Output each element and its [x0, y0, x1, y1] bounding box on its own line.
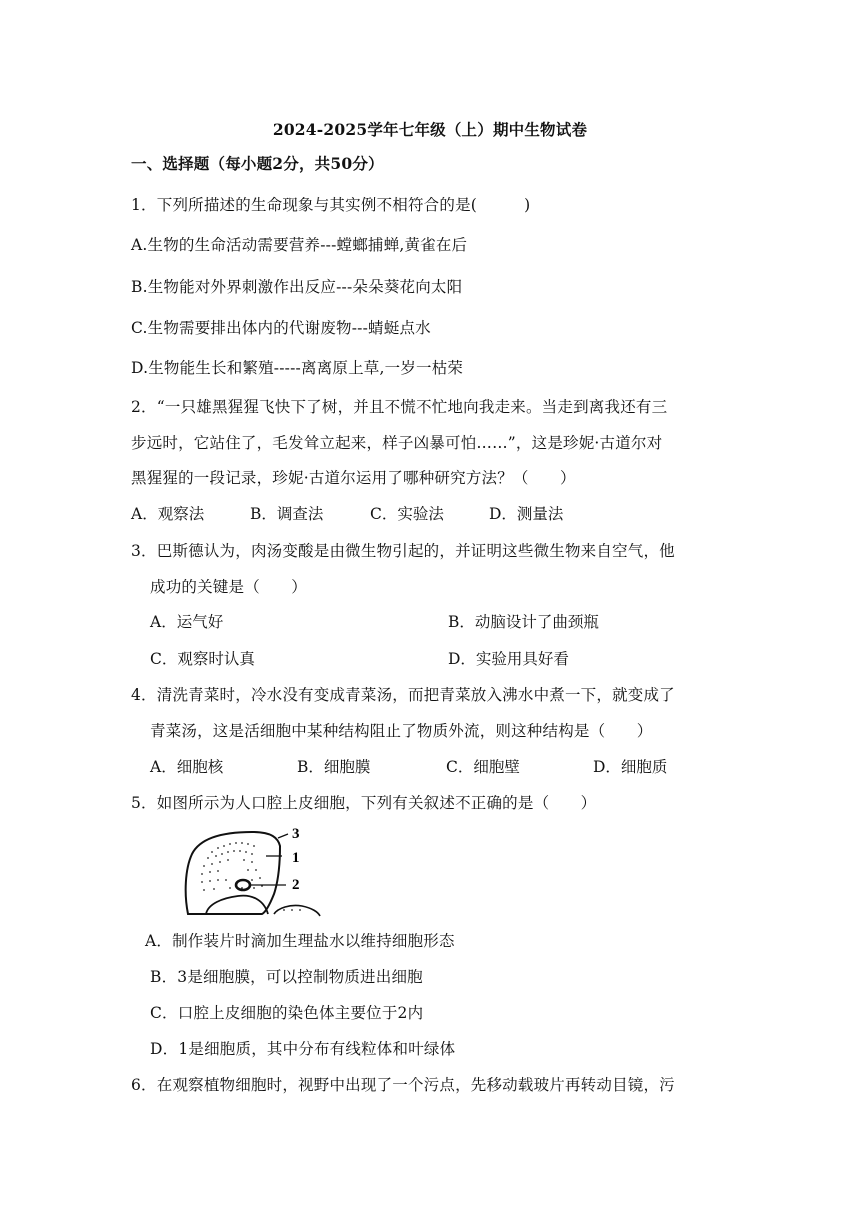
figure-label-3: 3: [292, 826, 300, 842]
question-2-option-d: D．测量法: [489, 505, 564, 523]
question-3-line-2: 成功的关键是（ ）: [150, 578, 308, 596]
section-heading: 一、选择题（每小题2分，共50分）: [131, 154, 384, 173]
nucleus: [236, 880, 250, 890]
question-2-option-a: A．观察法: [131, 505, 205, 523]
question-1-option-b: B.生物能对外界刺激作出反应---朵朵葵花向太阳: [131, 278, 463, 296]
question-2-option-b: B．调查法: [250, 505, 324, 523]
cytoplasm-dots: [201, 842, 301, 911]
cheek-cell-diagram: [182, 824, 322, 918]
question-1-option-d: D.生物能生长和繁殖-----离离原上草,一岁一枯荣: [131, 359, 464, 377]
question-5-stem: 5．如图所示为人口腔上皮细胞，下列有关叙述不正确的是（ ）: [131, 794, 597, 812]
overlapping-cell: [206, 896, 268, 914]
question-3-line-1: 3．巴斯德认为，肉汤变酸是由微生物引起的，并证明这些微生物来自空气，他: [131, 542, 675, 560]
question-2-option-c: C．实验法: [370, 505, 444, 523]
question-4-line-2: 青菜汤，这是活细胞中某种结构阻止了物质外流，则这种结构是（ ）: [150, 722, 653, 740]
figure-label-1: 1: [292, 850, 300, 866]
question-1-option-c: C.生物需要排出体内的代谢废物---蜻蜓点水: [131, 319, 431, 337]
question-2-line-1: 2．“一只雄黑猩猩飞快下了树，并且不慌不忙地向我走来。当走到离我还有三: [131, 398, 668, 416]
question-1-stem: 1．下列所描述的生命现象与其实例不相符合的是( ): [131, 196, 531, 214]
question-4-line-1: 4．清洗青菜时，冷水没有变成青菜汤，而把青菜放入沸水中煮一下，就变成了: [131, 686, 675, 704]
question-2-line-3: 黑猩猩的一段记录，珍妮·古道尔运用了哪种研究方法？（ ）: [131, 469, 576, 487]
cell-outline: [186, 832, 280, 914]
question-3-option-c: C．观察时认真: [150, 650, 255, 668]
page-title: 2024-2025学年七年级（上）期中生物试卷: [272, 120, 588, 139]
question-5-option-c: C．口腔上皮细胞的染色体主要位于2内: [150, 1004, 424, 1022]
question-4-option-c: C．细胞壁: [446, 758, 520, 776]
question-5-option-b: B．3是细胞膜，可以控制物质进出细胞: [150, 968, 423, 986]
question-3-option-b: B．动脑设计了曲颈瓶: [448, 613, 599, 631]
question-3-option-d: D．实验用具好看: [448, 650, 569, 668]
question-4-option-b: B．细胞膜: [297, 758, 371, 776]
question-2-line-2: 步远时，它站住了，毛发耸立起来，样子凶暴可怕……”，这是珍妮·古道尔对: [131, 434, 663, 452]
adjacent-cell: [274, 905, 320, 916]
question-4-option-a: A．细胞核: [150, 758, 224, 776]
question-4-option-d: D．细胞质: [593, 758, 668, 776]
question-5-option-a: A．制作装片时滴加生理盐水以维持细胞形态: [145, 932, 455, 950]
leader-line-3: [278, 834, 288, 838]
figure-label-2: 2: [292, 877, 300, 893]
question-3-option-a: A．运气好: [150, 613, 224, 631]
question-5-option-d: D．1是细胞质，其中分布有线粒体和叶绿体: [150, 1040, 456, 1058]
question-1-option-a: A.生物的生命活动需要营养---螳螂捕蝉,黄雀在后: [131, 236, 468, 254]
question-6-line-1: 6．在观察植物细胞时，视野中出现了一个污点，先移动载玻片再转动目镜，污: [131, 1076, 675, 1094]
